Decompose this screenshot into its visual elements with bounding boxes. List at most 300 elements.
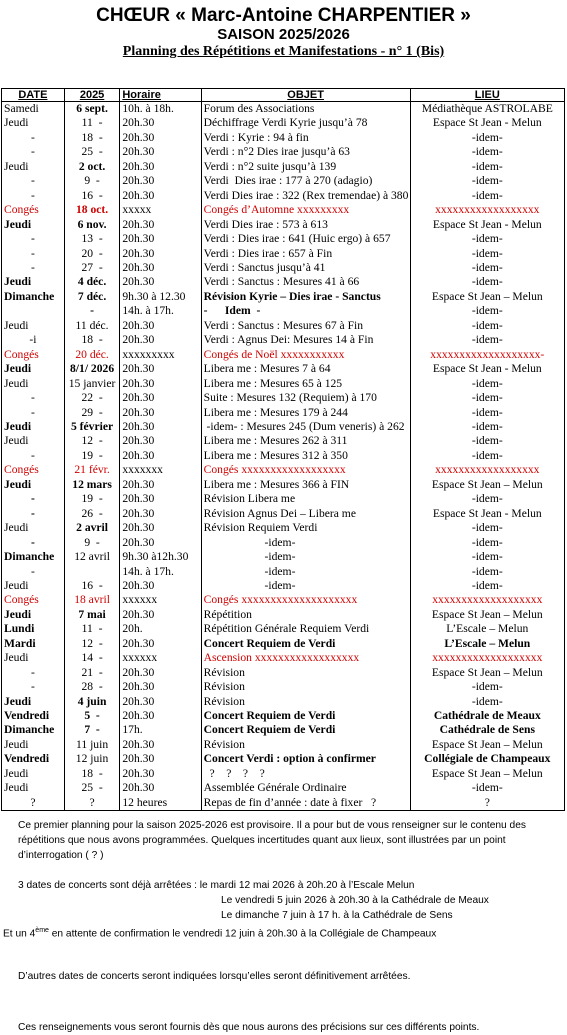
row-time: 20h.30 [120,752,201,766]
row-date: 12 avril [64,550,120,564]
table-row [2,131,565,145]
row-lieu: Espace St Jean – Melun [410,666,564,680]
row-day: - [2,449,65,463]
row-day: Dimanche [2,290,65,304]
row-objet: Verdi : Agnus Dei: Mesures 14 à Fin [201,333,410,347]
row-date: 8/1/ 2026 [64,362,120,376]
row-date: 26 - [64,507,120,521]
table-row [2,608,565,622]
row-time: xxxxxx [120,593,201,607]
table-row [2,348,565,362]
row-objet: Congés d’Automne xxxxxxxxx [201,203,410,217]
row-date: 25 - [64,145,120,159]
table-row [2,377,565,391]
row-time: 20h.30 [120,637,201,651]
planning-body [2,102,565,811]
row-time: 14h. à 17h. [120,304,201,318]
row-lieu: -idem- [410,579,564,593]
row-lieu: L’Escale – Melun [410,637,564,651]
row-lieu: xxxxxxxxxxxxxxxxxxx [410,593,564,607]
row-objet: Concert Requiem de Verdi [201,723,410,737]
season-title: SAISON 2025/2026 [217,26,350,43]
row-day: Lundi [2,622,65,636]
row-date: 12 - [64,434,120,448]
table-row [2,767,565,781]
table-row [2,738,565,752]
row-date: 13 - [64,232,120,246]
row-date: 16 - [64,579,120,593]
note-fourth-a: Et un 4 [3,928,36,940]
row-day: Jeudi [2,362,65,376]
row-time: 20h.30 [120,145,201,159]
note-concerts: 3 dates de concerts sont déjà arrêtées : le mardi 12 mai 2026 à 20h.20 à l’Escale Melun [18,880,415,891]
row-date: 11 - [64,116,120,130]
row-day: Jeudi [2,651,65,665]
row-date: 2 oct. [64,160,120,174]
row-objet: Verdi : Sanctus jusqu’à 41 [201,261,410,275]
row-lieu: -idem- [410,160,564,174]
table-row [2,550,565,564]
row-day: Jeudi [2,579,65,593]
row-time: 20h.30 [120,434,201,448]
row-date: 11 - [64,622,120,636]
row-time: 10h. à 18h. [120,102,201,117]
table-row [2,290,565,304]
table-row [2,434,565,448]
row-lieu: Espace St Jean – Melun [410,478,564,492]
row-day: - [2,131,65,145]
row-day: Jeudi [2,767,65,781]
row-date: 7 déc. [64,290,120,304]
row-day: Jeudi [2,377,65,391]
table-row [2,796,565,811]
row-day: - [2,247,65,261]
note-info: Ces renseignements vous seront fournis dès que nous aurons des précisions sur ces différents points. [18,1022,480,1034]
row-lieu: xxxxxxxxxxxxxxxxxx [410,463,564,477]
table-row [2,651,565,665]
row-time: 20h.30 [120,680,201,694]
row-date: 12 - [64,637,120,651]
row-objet: Verdi Dies irae : 177 à 270 (adagio) [201,174,410,188]
row-time: 20h.30 [120,362,201,376]
row-time: 20h.30 [120,521,201,535]
row-lieu: -idem- [410,521,564,535]
header-lieu: LIEU [410,89,564,102]
row-time: xxxxxxxxx [120,348,201,362]
row-day: - [2,391,65,405]
row-lieu: Médiathèque ASTROLABE [410,102,564,117]
row-objet: Verdi : n°2 suite jusqu’à 139 [201,160,410,174]
row-objet: Libera me : Mesures 312 à 350 [201,449,410,463]
row-date: 4 déc. [64,275,120,289]
row-day: Congés [2,463,65,477]
note-fourth-concert [3,923,548,941]
table-row [2,781,565,795]
table-row [2,536,565,550]
row-date: 25 - [64,781,120,795]
table-row [2,319,565,333]
row-day: Jeudi [2,160,65,174]
row-day: - [2,507,65,521]
row-lieu: -idem- [410,420,564,434]
table-row [2,102,565,117]
row-day [2,304,65,318]
row-day: Dimanche [2,550,65,564]
row-lieu: Espace St Jean - Melun [410,507,564,521]
row-time: 14h. à 17h. [120,565,201,579]
row-date: 12 mars [64,478,120,492]
note-fourth-sup: ème [35,927,49,934]
row-objet: Verdi : Sanctus : Mesures 67 à Fin [201,319,410,333]
row-day: Jeudi [2,319,65,333]
row-day: - [2,145,65,159]
row-time: 20h.30 [120,709,201,723]
row-objet: Concert Verdi : option à confirmer [201,752,410,766]
row-lieu: Espace St Jean – Melun [410,738,564,752]
row-lieu: -idem- [410,377,564,391]
row-day: Vendredi [2,752,65,766]
table-row [2,579,565,593]
row-lieu: Cathédrale de Meaux [410,709,564,723]
table-row [2,218,565,232]
row-day: -i [2,333,65,347]
row-objet: Libera me : Mesures 262 à 311 [201,434,410,448]
table-row [2,680,565,694]
row-objet: -idem- [201,579,410,593]
table-row [2,507,565,521]
table-row [2,203,565,217]
row-lieu: -idem- [410,449,564,463]
row-objet: Congés xxxxxxxxxxxxxxxxxxxx [201,593,410,607]
table-row [2,492,565,506]
row-date: 18 - [64,131,120,145]
row-objet: Verdi Dies irae : 573 à 613 [201,218,410,232]
row-objet: -idem- [201,565,410,579]
row-lieu: -idem- [410,247,564,261]
row-lieu: -idem- [410,406,564,420]
table-row [2,709,565,723]
row-lieu: -idem- [410,145,564,159]
row-objet: Libera me : Mesures 7 à 64 [201,362,410,376]
row-day: Jeudi [2,434,65,448]
row-time: 20h.30 [120,406,201,420]
row-time: 20h.30 [120,232,201,246]
note-concert-meaux: Le vendredi 5 juin 2026 à 20h.30 à la Cathédrale de Meaux [221,895,489,906]
row-time: 20h.30 [120,738,201,752]
row-day: Jeudi [2,521,65,535]
planning-table [1,88,565,811]
row-objet: Suite : Mesures 132 (Requiem) à 170 [201,391,410,405]
row-day: Samedi [2,102,65,117]
row-time: xxxxxxx [120,463,201,477]
row-lieu: -idem- [410,189,564,203]
row-date: 20 - [64,247,120,261]
row-time: 20h.30 [120,536,201,550]
row-date: 5 février [64,420,120,434]
table-row [2,304,565,318]
row-objet: -idem- [201,536,410,550]
planning-subtitle: Planning des Répétitions et Manifestations - n° 1 (Bis) [122,44,445,59]
table-row [2,174,565,188]
row-date: 11 juin [64,738,120,752]
table-row [2,521,565,535]
row-day: - [2,261,65,275]
row-day: - [2,232,65,246]
row-date: ? [64,796,120,811]
row-time: xxxxxx [120,651,201,665]
row-objet: Congés de Noël xxxxxxxxxxx [201,348,410,362]
row-lieu: Collégiale de Champeaux [410,752,564,766]
row-date: 15 janvier [64,377,120,391]
row-time: 20h.30 [120,160,201,174]
row-lieu: -idem- [410,261,564,275]
row-lieu: -idem- [410,319,564,333]
row-day: - [2,565,65,579]
row-objet: Libera me : Mesures 366 à FIN [201,478,410,492]
row-objet: Révision Requiem Verdi [201,521,410,535]
row-lieu: -idem- [410,550,564,564]
row-objet: Révision Libera me [201,492,410,506]
row-date: 28 - [64,680,120,694]
row-date: 27 - [64,261,120,275]
table-row [2,695,565,709]
row-lieu: ? [410,796,564,811]
row-lieu: xxxxxxxxxxxxxxxxxx [410,203,564,217]
row-time: 20h.30 [120,492,201,506]
row-day: ? [2,796,65,811]
row-date: 18 avril [64,593,120,607]
row-objet: Révision Agnus Dei – Libera me [201,507,410,521]
row-objet: Libera me : Mesures 65 à 125 [201,377,410,391]
table-row [2,261,565,275]
row-lieu: L’Escale – Melun [410,622,564,636]
row-day: Jeudi [2,695,65,709]
table-row [2,116,565,130]
row-lieu: Espace St Jean - Melun [410,218,564,232]
notes-section [3,818,548,1035]
row-time: 20h.30 [120,420,201,434]
row-time: 17h. [120,723,201,737]
row-time: 20h.30 [120,275,201,289]
row-time: 12 heures [120,796,201,811]
row-date: 7 mai [64,608,120,622]
row-date: 19 - [64,449,120,463]
table-row [2,333,565,347]
note-intro: Ce premier planning pour la saison 2025-2026 est provisoire. Il a pour but de vous renseigner sur le contenu des répétitions que nous avons programmées. Quelques incertitudes quant aux lieux, sont illustrées par un point d’interrogation ( ? ) [18,820,526,861]
page-title: CHŒUR « Marc-Antoine CHARPENTIER » [96,5,471,26]
row-objet: Repas de fin d’année : date à fixer ? [201,796,410,811]
row-date: 22 - [64,391,120,405]
row-time: 20h.30 [120,507,201,521]
row-time: 9h.30 à 12.30 [120,290,201,304]
row-day: Congés [2,593,65,607]
row-objet: Ascension xxxxxxxxxxxxxxxxxx [201,651,410,665]
row-date: 2 avril [64,521,120,535]
row-day: Jeudi [2,218,65,232]
page-header [0,6,567,60]
row-objet: Répétition [201,608,410,622]
row-day: Mardi [2,637,65,651]
table-row [2,449,565,463]
row-day: - [2,406,65,420]
row-date: 20 déc. [64,348,120,362]
row-time: 20h.30 [120,261,201,275]
table-row [2,232,565,246]
row-day: Jeudi [2,275,65,289]
table-row [2,362,565,376]
table-row [2,478,565,492]
row-date: 19 - [64,492,120,506]
row-day: Vendredi [2,709,65,723]
row-lieu: -idem- [410,434,564,448]
table-row [2,391,565,405]
row-time: 20h.30 [120,666,201,680]
row-date: 29 - [64,406,120,420]
row-day: Dimanche [2,723,65,737]
table-header-row [2,89,565,102]
table-row [2,622,565,636]
row-date: 4 juin [64,695,120,709]
row-objet: Révision [201,680,410,694]
row-lieu: xxxxxxxxxxxxxxxxxxx- [410,348,564,362]
row-lieu: Espace St Jean - Melun [410,362,564,376]
row-objet: Verdi : Sanctus : Mesures 41 à 66 [201,275,410,289]
row-time: 9h.30 à12h.30 [120,550,201,564]
row-time: 20h.30 [120,695,201,709]
row-objet: ? ? ? ? [201,767,410,781]
row-day: Jeudi [2,478,65,492]
row-date: 11 déc. [64,319,120,333]
note-fourth-b: en attente de confirmation le vendredi 12 juin à 20h.30 à la Collégiale de Champeaux [48,928,437,940]
row-lieu: Espace St Jean – Melun [410,290,564,304]
row-day: - [2,666,65,680]
row-lieu: Espace St Jean – Melun [410,767,564,781]
row-time: 20h.30 [120,767,201,781]
row-date: 21 févr. [64,463,120,477]
row-time: 20h. [120,622,201,636]
row-time: 20h.30 [120,608,201,622]
row-time: 20h.30 [120,189,201,203]
row-time: 20h.30 [120,218,201,232]
row-lieu: -idem- [410,680,564,694]
row-day: Jeudi [2,420,65,434]
row-day: - [2,680,65,694]
row-date: 21 - [64,666,120,680]
row-day: Jeudi [2,116,65,130]
row-objet: Révision [201,695,410,709]
row-objet: Verdi Dies irae : 322 (Rex tremendae) à 380 [201,189,410,203]
row-lieu: -idem- [410,131,564,145]
row-lieu: -idem- [410,565,564,579]
row-date: 18 - [64,767,120,781]
table-row [2,145,565,159]
table-row [2,637,565,651]
row-objet: -idem- : Mesures 245 (Dum veneris) à 262 [201,420,410,434]
row-objet: Assemblée Générale Ordinaire [201,781,410,795]
row-day: Congés [2,348,65,362]
row-lieu: -idem- [410,695,564,709]
row-date: 12 juin [64,752,120,766]
table-row [2,593,565,607]
row-time: 20h.30 [120,174,201,188]
note-concert-sens: Le dimanche 7 juin à 17 h. à la Cathédrale de Sens [221,910,453,921]
row-objet: Répétition Générale Requiem Verdi [201,622,410,636]
row-lieu: -idem- [410,275,564,289]
row-time: 20h.30 [120,377,201,391]
row-time: 20h.30 [120,247,201,261]
table-row [2,666,565,680]
row-date: 18 - [64,333,120,347]
row-time: 20h.30 [120,116,201,130]
row-objet: Concert Requiem de Verdi [201,709,410,723]
row-objet: Concert Requiem de Verdi [201,637,410,651]
row-objet: Révision [201,738,410,752]
row-day: Jeudi [2,738,65,752]
row-objet: - Idem - [201,304,410,318]
row-time: 20h.30 [120,391,201,405]
row-lieu: Espace St Jean – Melun [410,608,564,622]
row-lieu: -idem- [410,536,564,550]
header-objet: OBJET [201,89,410,102]
row-day: Jeudi [2,608,65,622]
row-date: 14 - [64,651,120,665]
row-objet: Déchiffrage Verdi Kyrie jusqu’à 78 [201,116,410,130]
table-row [2,406,565,420]
row-day: Congés [2,203,65,217]
row-objet: Forum des Associations [201,102,410,117]
row-time: 20h.30 [120,319,201,333]
table-row [2,189,565,203]
row-lieu: xxxxxxxxxxxxxxxxxxx [410,651,564,665]
row-date: 7 - [64,723,120,737]
row-objet: Verdi : n°2 Dies irae jusqu’à 63 [201,145,410,159]
row-lieu: -idem- [410,333,564,347]
header-year: 2025 [64,89,120,102]
header-horaire: Horaire [120,89,201,102]
row-day: - [2,492,65,506]
row-date: 18 oct. [64,203,120,217]
table-row [2,752,565,766]
row-date [64,565,120,579]
row-day: - [2,189,65,203]
row-lieu: -idem- [410,232,564,246]
row-time: 20h.30 [120,131,201,145]
row-day: - [2,536,65,550]
note-other-dates: D’autres dates de concerts seront indiquées lorsqu’elles seront définitivement arrêtées. [18,971,411,983]
row-date: 16 - [64,189,120,203]
row-time: 20h.30 [120,478,201,492]
row-objet: Congés xxxxxxxxxxxxxxxxxx [201,463,410,477]
row-date: 6 sept. [64,102,120,117]
row-lieu: -idem- [410,174,564,188]
row-time: 20h.30 [120,579,201,593]
table-row [2,463,565,477]
row-lieu: -idem- [410,781,564,795]
row-day: Jeudi [2,781,65,795]
row-date: 6 nov. [64,218,120,232]
row-time: xxxxx [120,203,201,217]
row-objet: Révision [201,666,410,680]
row-lieu: Espace St Jean - Melun [410,116,564,130]
table-row [2,420,565,434]
table-row [2,275,565,289]
table-row [2,723,565,737]
row-date: - [64,304,120,318]
row-objet: Verdi : Kyrie : 94 à fin [201,131,410,145]
table-row [2,160,565,174]
row-lieu: -idem- [410,492,564,506]
row-lieu: -idem- [410,304,564,318]
